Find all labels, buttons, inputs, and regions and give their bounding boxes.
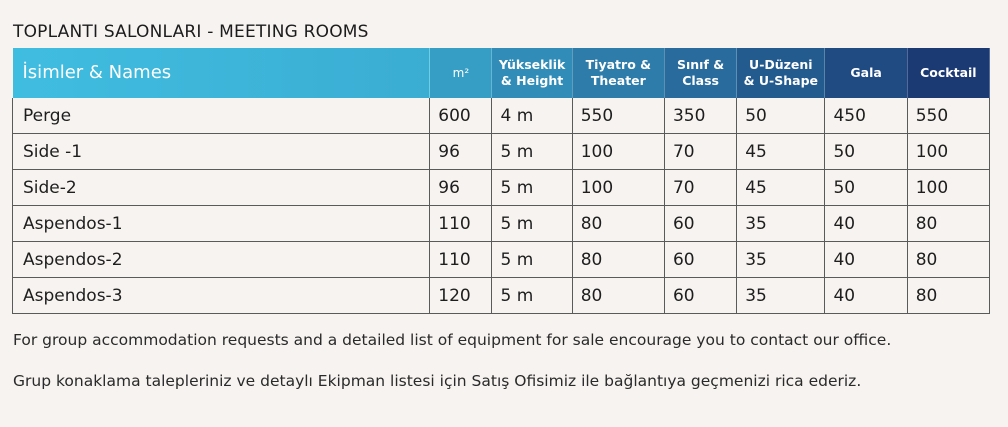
cell-name: Aspendos-1 — [13, 206, 430, 242]
cell-class: 70 — [664, 170, 736, 206]
table-row — [13, 278, 990, 314]
column-header-label-line2: & U-Shape — [743, 73, 819, 88]
cell-height: 5 m — [492, 278, 572, 314]
cell-ushape: 35 — [737, 242, 825, 278]
column-header-class — [664, 48, 736, 98]
column-header-ushape — [737, 48, 825, 98]
column-header-label-line2: & Height — [500, 73, 564, 88]
cell-height: 5 m — [492, 134, 572, 170]
table-header-row — [13, 48, 990, 98]
cell-theater: 100 — [572, 134, 664, 170]
cell-theater: 80 — [572, 242, 664, 278]
cell-area: 120 — [430, 278, 492, 314]
cell-gala: 40 — [825, 278, 907, 314]
cell-class: 60 — [664, 242, 736, 278]
cell-class: 70 — [664, 134, 736, 170]
column-header-label-line2: Theater — [590, 73, 646, 88]
column-header-gala — [825, 48, 907, 98]
cell-gala: 50 — [825, 134, 907, 170]
column-header-label: U-Düzeni — [749, 57, 813, 72]
column-header-label: Cocktail — [920, 65, 977, 80]
page-title: TOPLANTI SALONLARI - MEETING ROOMS — [13, 22, 369, 42]
column-header-theater — [572, 48, 664, 98]
cell-area: 96 — [430, 134, 492, 170]
cell-ushape: 35 — [737, 278, 825, 314]
column-header-area — [430, 48, 492, 98]
cell-height: 4 m — [492, 98, 572, 134]
meeting-rooms-table — [12, 48, 990, 314]
table-row — [13, 134, 990, 170]
cell-area: 96 — [430, 170, 492, 206]
table-row — [13, 242, 990, 278]
cell-name: Aspendos-3 — [13, 278, 430, 314]
cell-class: 60 — [664, 278, 736, 314]
column-header-label: İsimler & Names — [22, 62, 172, 83]
cell-ushape: 35 — [737, 206, 825, 242]
cell-gala: 50 — [825, 170, 907, 206]
cell-gala: 450 — [825, 98, 907, 134]
cell-name: Aspendos-2 — [13, 242, 430, 278]
table-row — [13, 98, 990, 134]
cell-cocktail: 100 — [907, 170, 989, 206]
table-row — [13, 206, 990, 242]
column-header-cocktail — [907, 48, 989, 98]
cell-theater: 550 — [572, 98, 664, 134]
contact-note-turkish: Grup konaklama talepleriniz ve detaylı Ekipman listesi için Satış Ofisimiz ile bağlantıya geçmenizi rica ederiz. — [13, 372, 862, 390]
cell-cocktail: 80 — [907, 206, 989, 242]
cell-area: 110 — [430, 206, 492, 242]
column-header-label: Yükseklik — [498, 57, 566, 72]
cell-theater: 80 — [572, 278, 664, 314]
cell-ushape: 50 — [737, 98, 825, 134]
column-header-label: Sınıf & — [677, 57, 725, 72]
column-header-label: Tiyatro & — [585, 57, 652, 72]
cell-class: 350 — [664, 98, 736, 134]
cell-cocktail: 100 — [907, 134, 989, 170]
cell-area: 110 — [430, 242, 492, 278]
contact-note-english: For group accommodation requests and a detailed list of equipment for sale encourage you to contact our office. — [13, 331, 892, 349]
column-header-label: Gala — [850, 65, 882, 80]
cell-name: Side-2 — [13, 170, 430, 206]
cell-theater: 100 — [572, 170, 664, 206]
cell-class: 60 — [664, 206, 736, 242]
cell-height: 5 m — [492, 170, 572, 206]
table-row — [13, 170, 990, 206]
cell-cocktail: 80 — [907, 242, 989, 278]
cell-ushape: 45 — [737, 134, 825, 170]
cell-ushape: 45 — [737, 170, 825, 206]
cell-name: Side -1 — [13, 134, 430, 170]
cell-gala: 40 — [825, 206, 907, 242]
column-header-label: m² — [452, 66, 470, 80]
table-body — [13, 98, 990, 314]
column-header-label-line2: Class — [682, 73, 719, 88]
cell-name: Perge — [13, 98, 430, 134]
cell-cocktail: 550 — [907, 98, 989, 134]
cell-gala: 40 — [825, 242, 907, 278]
column-header-height — [492, 48, 572, 98]
cell-cocktail: 80 — [907, 278, 989, 314]
cell-height: 5 m — [492, 206, 572, 242]
cell-area: 600 — [430, 98, 492, 134]
column-header-name — [13, 48, 430, 98]
cell-theater: 80 — [572, 206, 664, 242]
cell-height: 5 m — [492, 242, 572, 278]
